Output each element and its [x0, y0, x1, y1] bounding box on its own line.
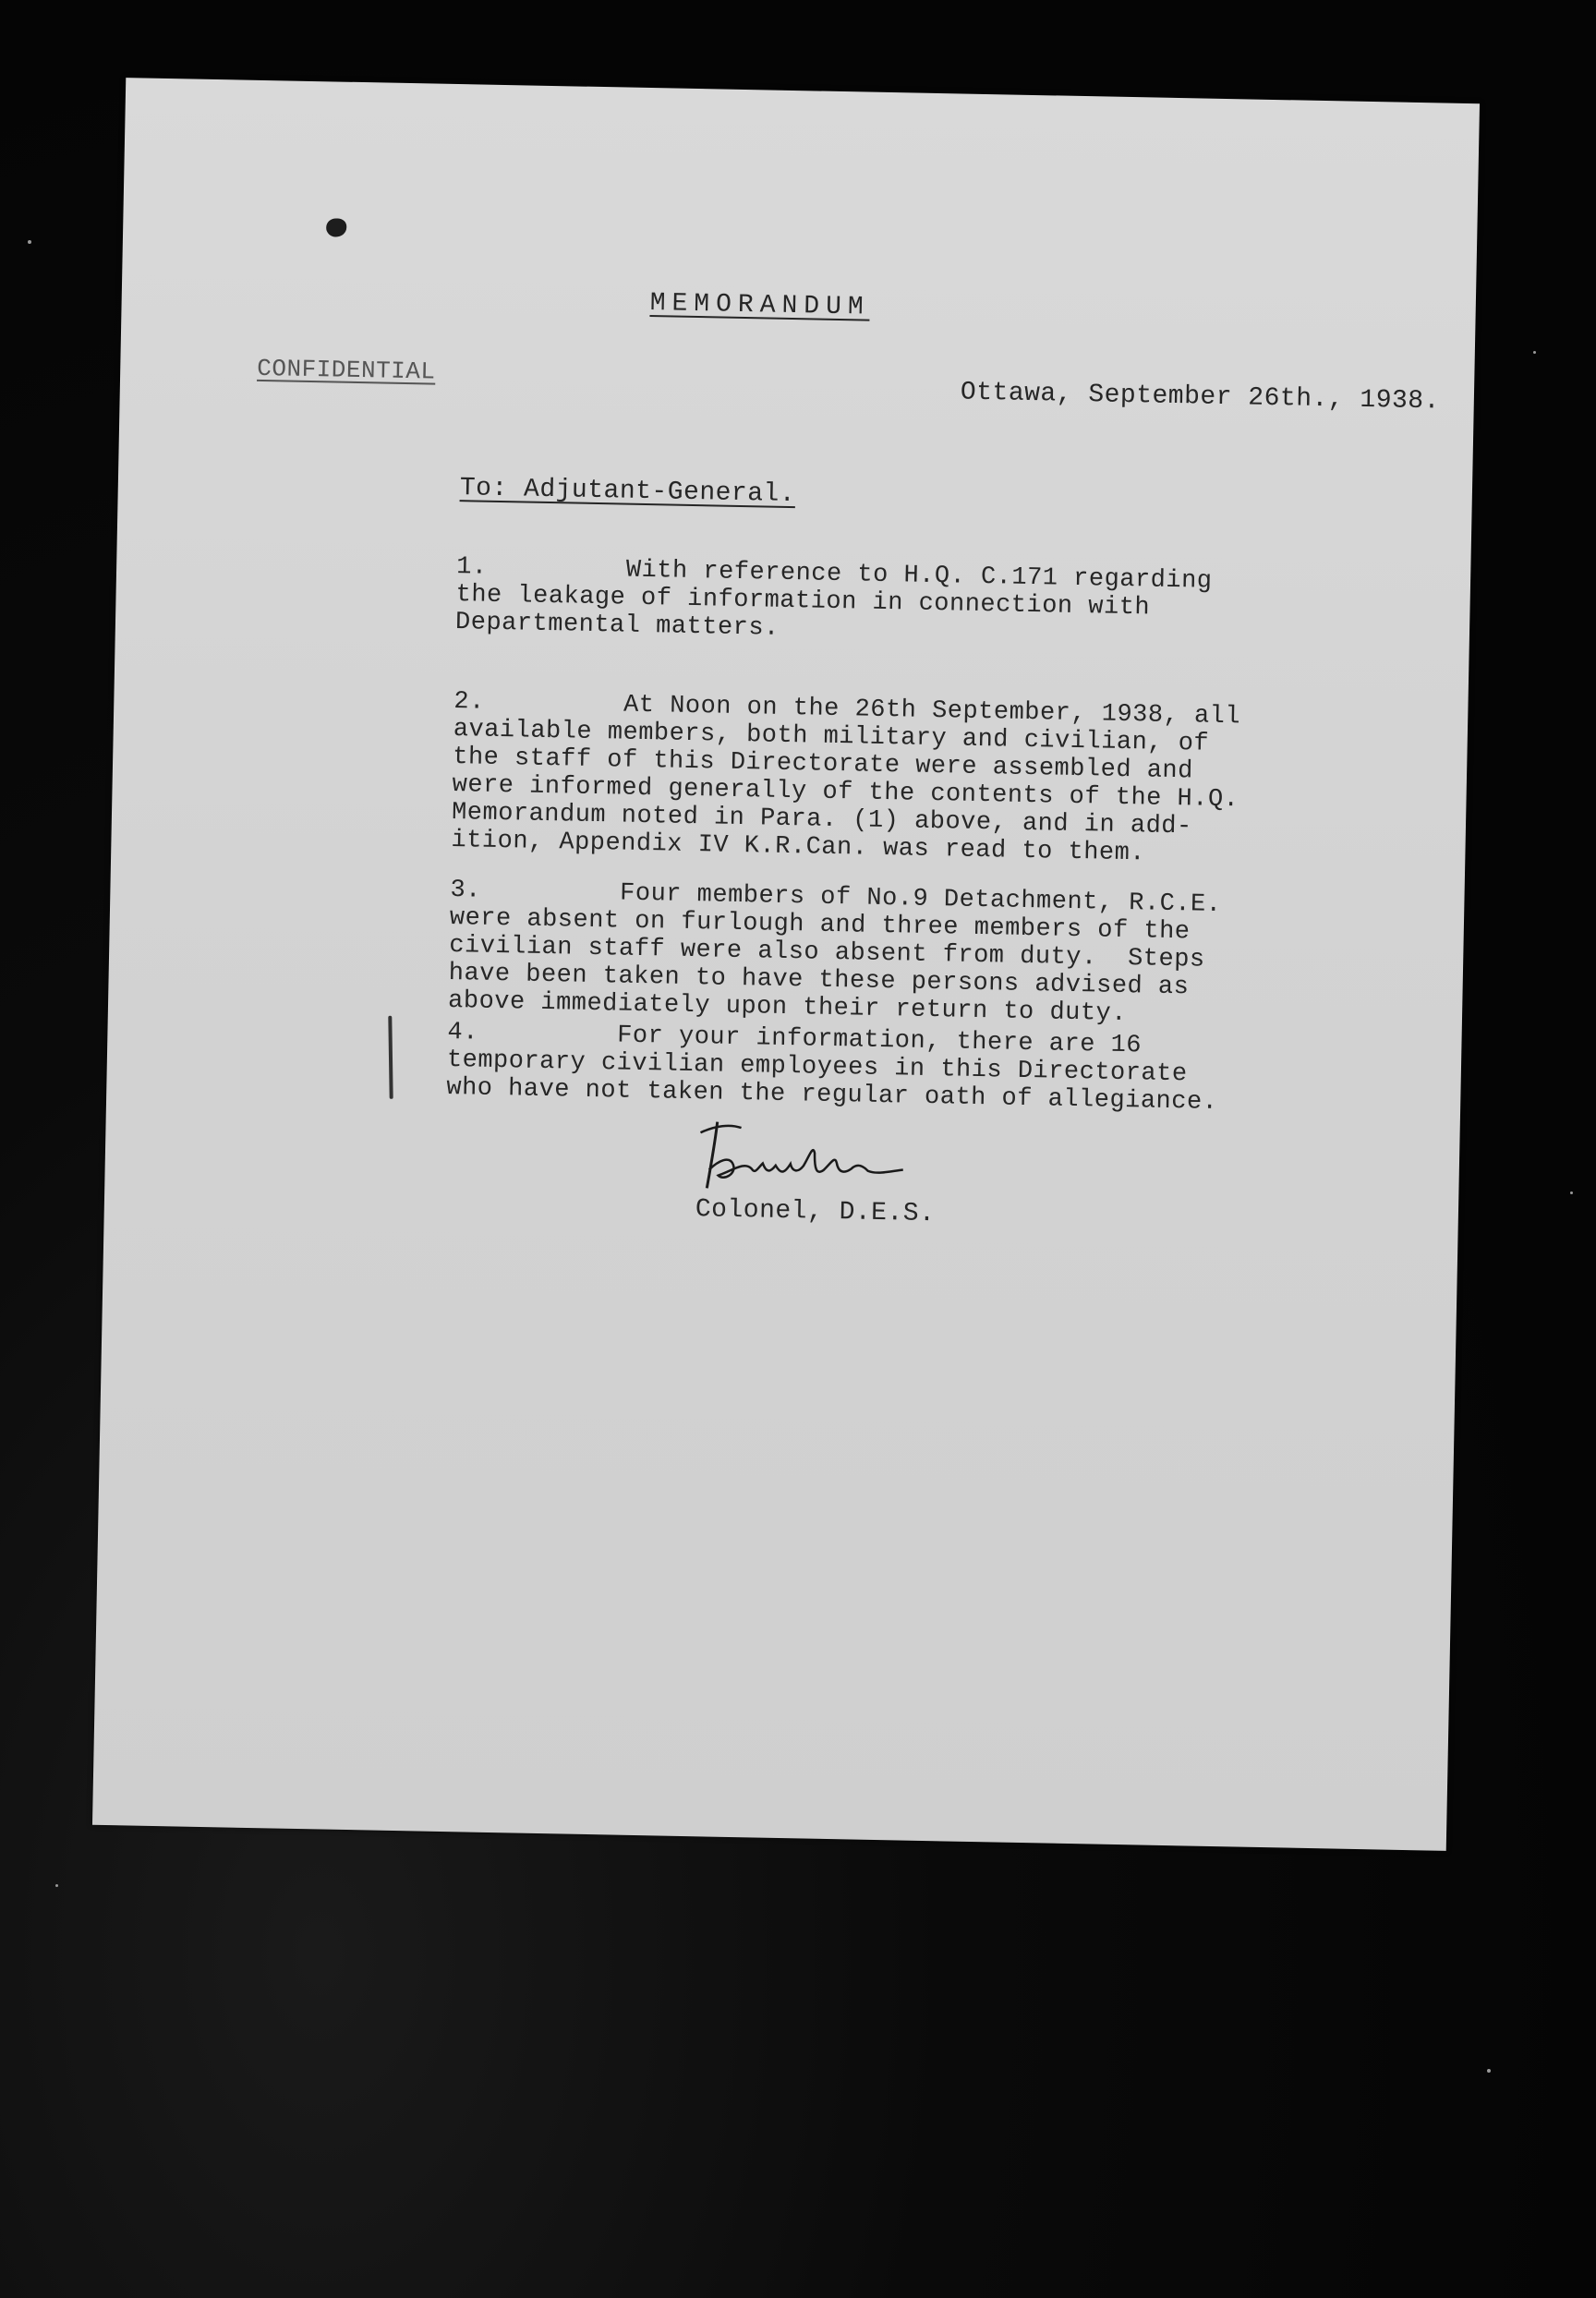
paragraph-2: 2. At Noon on the 26th September, 1938, all available members, both military and civilian, of the staff of this Directorate were assembled and were informed generally of the contents of the H.Q. Memorandum noted in Para. (1) above, and in add- ition, Appendix IV K.R.Can. was read to them.: [451, 688, 1241, 868]
handwritten-signature: [695, 1114, 956, 1202]
paragraph-1: 1. With reference to H.Q. C.171 regarding the leakage of information in connection with Departmental matters.: [454, 553, 1213, 643]
dust-speck: [1487, 2069, 1491, 2073]
signature: [695, 1114, 956, 1257]
dust-speck: [55, 1884, 58, 1887]
memo-sheet: [92, 78, 1480, 1851]
classification-stamp: CONFIDENTIAL: [256, 354, 436, 386]
signatory-title: Colonel, D.E.S.: [695, 1195, 936, 1229]
dust-speck: [28, 240, 31, 244]
addressee: To: Adjutant-General.: [459, 474, 796, 510]
memo-title: MEMORANDUM: [649, 289, 870, 322]
paragraph-4: 4. For your information, there are 16 temporary civilian employees in this Directorate who have not taken the regular oath of allegiance.: [446, 1018, 1218, 1117]
dateline: Ottawa, September 26th., 1938.: [960, 378, 1441, 417]
dust-speck: [1570, 1191, 1573, 1194]
dust-speck: [1533, 351, 1536, 354]
ink-blot: [326, 218, 346, 236]
margin-mark: [388, 1016, 393, 1099]
paragraph-3: 3. Four members of No.9 Detachment, R.C.E. were absent on furlough and three members of the civilian staff were also absent from duty. Steps have been taken to have these persons advised as above immediately upon their return to duty.: [447, 877, 1222, 1029]
